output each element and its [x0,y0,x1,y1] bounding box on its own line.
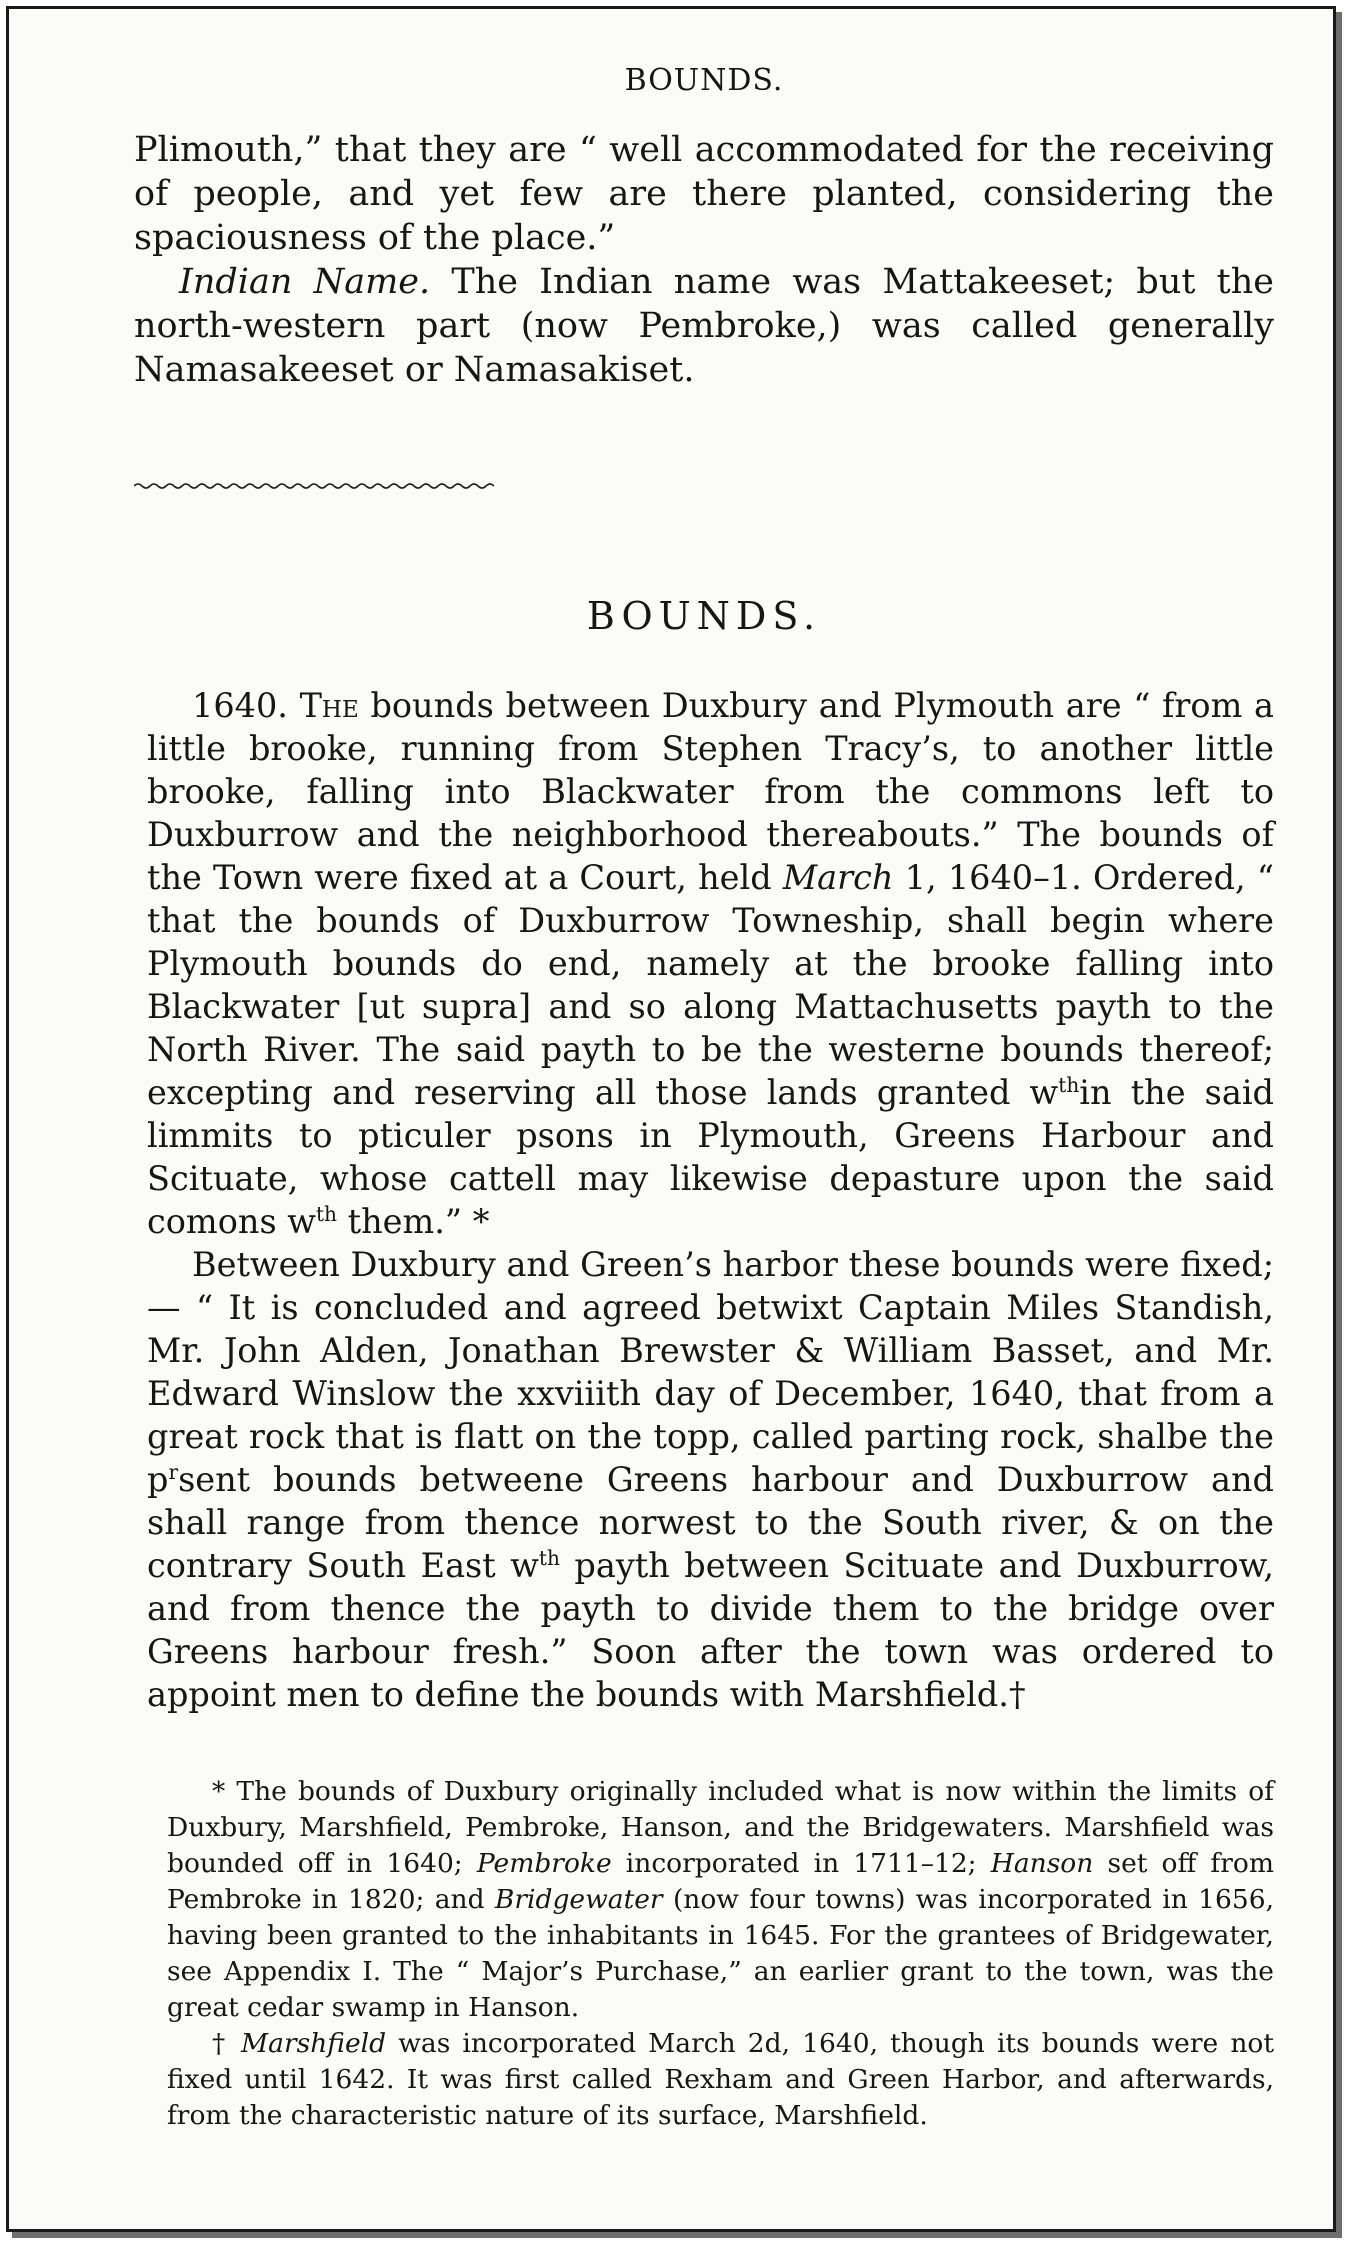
footnote-2: † Marshfield was incorporated March 2d, 1640, though its bounds were not fixed until 1642. It was first called Rexham and Green Harbor, and afterwards, from the characteristic nature of its surface, Marshfield. [167,2028,1274,2131]
indian-name-heading: Indian Name. [179,262,431,302]
bounds-paragraph-1: 1640. The bounds between Duxbury and Plymouth are “ from a little brooke, running from Stephen Tracy’s, to another little brooke, falling into Blackwater from the commons left to Duxburrow and the neighborhood thereabouts.” The bounds of the Town were fixed at a Court, held March 1, 1640–1. Ordered, “ that the bounds of Duxburrow Towneship, shall begin where Plymouth bounds do end, namely at the brooke falling into Blackwater [ut supra] and so along Mattachusetts payth to the North River. The said payth to be the westerne bounds thereof; excepting and reserving all those lands granted $w^{th}in$ the said limmits to pticuler psons in Plymouth, Greens Harbour and Scituate, whose cattell may likewise depasture upon the said comons $w^{th}$ them.” * [147,686,1275,1241]
section-body [134,684,1274,2134]
page-frame [6,6,1336,2232]
section-divider [134,482,494,490]
footnotes [147,1774,1274,2134]
year-marker: 1640. [192,686,288,725]
book-page [134,49,1274,2134]
bounds-paragraph-2: Between Duxbury and Green’s harbor these bounds were fixed; — “ It is concluded and agreed betwixt Captain Miles Standish, Mr. John Alden, Jonathan Brewster & William Basset, and Mr. Edward Winslow the xxviiith day of December, 1640, that from a great rock that is flatt on the topp, called parting rock, shalbe the $p^rsent$ bounds betweene Greens harbour and Duxburrow and shall range from thence norwest to the South river, & on the contrary South East $w^{th}$ payth between Scituate and Duxburrow, and from thence the payth to divide them to the bridge over Greens harbour fresh.” Soon after the town was ordered to appoint men to define the bounds with Marshfield.† [147,1245,1274,1714]
footnote-1: * The bounds of Duxbury originally included what is now within the limits of Duxbury, Marshfield, Pembroke, Hanson, and the Bridgewaters. Marshfield was bounded off in 1640; Pembroke incorporated in 1711–12; Hanson set off from Pembroke in 1820; and Bridgewater (now four towns) was incorporated in 1656, having been granted to the inhabitants in 1645. For the grantees of Bridgewater, see Appendix I. The “ Major’s Purchase,” an earlier grant to the town, was the great cedar swamp in Hanson. [167,1776,1274,2023]
section-title: BOUNDS. [586,594,822,638]
intro-paragraph: Plimouth,” that they are “ well accommodated for the receiving of people, and yet few are there planted, considering the spaciousness of the place.” [134,130,1274,258]
indian-name-paragraph: Indian Name. The Indian name was Mattakeeset; but the north-western part (now Pembroke,) was called generally Namasakeeset or Namasakiset. [134,262,1274,390]
running-head: BOUNDS. [624,63,784,98]
